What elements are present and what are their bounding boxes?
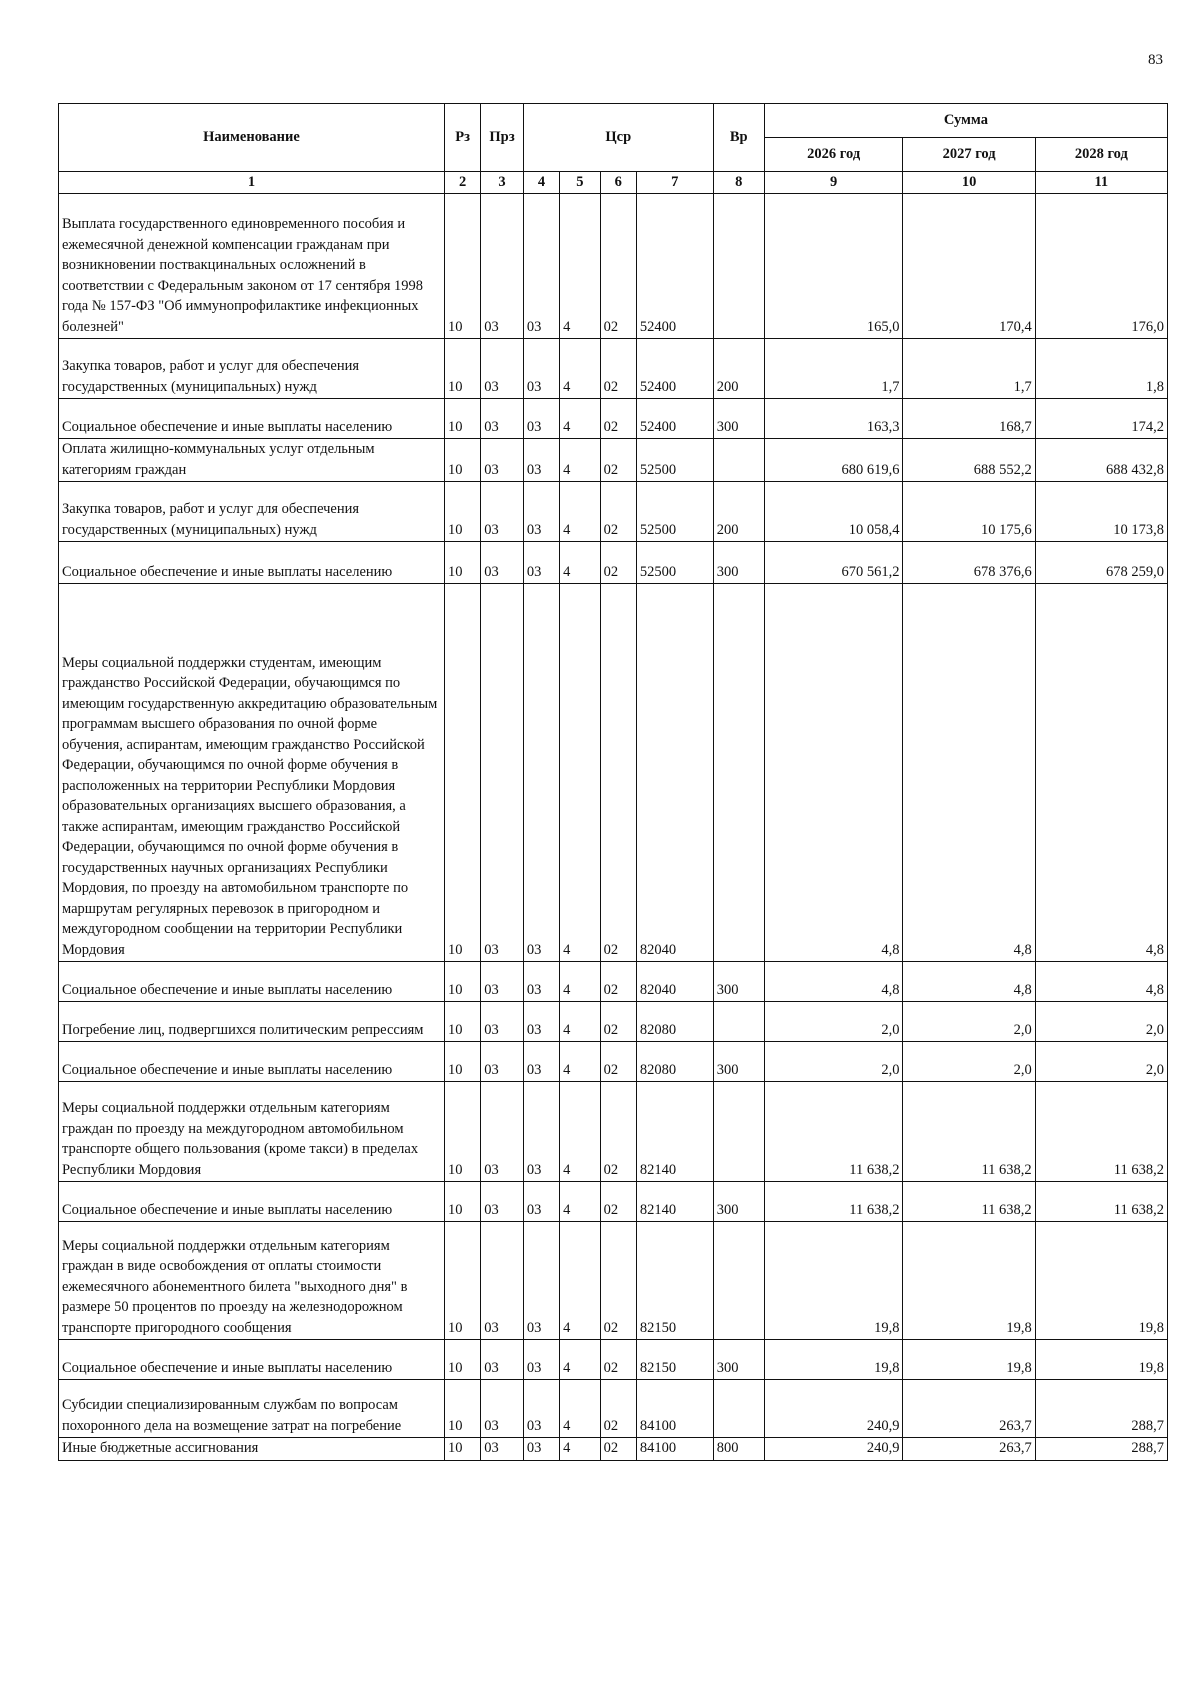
row-rz: 10 — [444, 194, 480, 339]
row-rz: 10 — [444, 1380, 480, 1438]
row-name: Социальное обеспечение и иные выплаты населению — [59, 542, 445, 584]
row-sum-2027: 11 638,2 — [903, 1082, 1035, 1182]
header-prz: Прз — [481, 104, 524, 172]
row-sum-2026: 240,9 — [764, 1380, 903, 1438]
row-csr-part-4: 03 — [523, 542, 559, 584]
row-vr — [713, 194, 764, 339]
row-sum-2026: 165,0 — [764, 194, 903, 339]
row-csr-part-6: 02 — [600, 542, 636, 584]
row-sum-2028: 288,7 — [1035, 1380, 1167, 1438]
row-rz: 10 — [444, 542, 480, 584]
row-sum-2027: 4,8 — [903, 584, 1035, 962]
row-rz: 10 — [444, 584, 480, 962]
row-name: Выплата государственного единовременного пособия и ежемесячной денежной компенсации гражданам при возникновении поствакцинальных осложнений в соответствии с Федеральным законом от 17 сентября 1998 года № 157-ФЗ "Об иммунопрофилактике инфекционных болезней" — [59, 194, 445, 339]
row-csr-part-6: 02 — [600, 1042, 636, 1082]
row-vr — [713, 1082, 764, 1182]
row-name: Оплата жилищно-коммунальных услуг отдельным категориям граждан — [59, 439, 445, 482]
row-csr-part-5: 4 — [560, 439, 601, 482]
row-csr-part-6: 02 — [600, 482, 636, 542]
row-csr-part-4: 03 — [523, 1182, 559, 1222]
row-csr-part-4: 03 — [523, 1042, 559, 1082]
row-name: Погребение лиц, подвергшихся политическим репрессиям — [59, 1002, 445, 1042]
row-csr-part-6: 02 — [600, 439, 636, 482]
row-csr-part-6: 02 — [600, 1340, 636, 1380]
row-csr-part-6: 02 — [600, 339, 636, 399]
row-csr-part-5: 4 — [560, 1082, 601, 1182]
column-number: 4 — [523, 172, 559, 194]
row-rz: 10 — [444, 1222, 480, 1340]
row-sum-2026: 19,8 — [764, 1222, 903, 1340]
column-number: 1 — [59, 172, 445, 194]
row-csr-part-6: 02 — [600, 584, 636, 962]
row-sum-2027: 170,4 — [903, 194, 1035, 339]
row-name: Социальное обеспечение и иные выплаты населению — [59, 1340, 445, 1380]
row-rz: 10 — [444, 1042, 480, 1082]
row-csr-part-5: 4 — [560, 1042, 601, 1082]
row-csr-part-4: 03 — [523, 584, 559, 962]
row-rz: 10 — [444, 399, 480, 439]
row-sum-2026: 680 619,6 — [764, 439, 903, 482]
row-vr: 300 — [713, 399, 764, 439]
row-sum-2028: 1,8 — [1035, 339, 1167, 399]
header-name: Наименование — [59, 104, 445, 172]
row-csr-part-5: 4 — [560, 1222, 601, 1340]
row-prz: 03 — [481, 584, 524, 962]
row-name: Меры социальной поддержки студентам, имеющим гражданство Российской Федерации, обучающимся по имеющим государственную аккредитацию образовательным программам высшего образования по очной форме обучения, аспирантам, имеющим гражданство Российской Федерации, обучающимся по очной форме обучения в расположенных на территории Республики Мордовия образовательных организациях высшего образования, а также аспирантам, имеющим гражданство Российской Федерации, обучающимся по очной форме обучения в государственных научных организациях Республики Мордовия, по проезду на автомобильном транспорте по маршрутам регулярных перевозок в пригородном и междугородном сообщении на территории Республики Мордовия — [59, 584, 445, 962]
row-sum-2026: 1,7 — [764, 339, 903, 399]
column-number-row — [59, 172, 1168, 194]
header-vr: Вр — [713, 104, 764, 172]
page-number: 83 — [1148, 52, 1163, 68]
row-name: Социальное обеспечение и иные выплаты населению — [59, 962, 445, 1002]
row-sum-2026: 2,0 — [764, 1002, 903, 1042]
row-csr-part-7: 82140 — [636, 1182, 713, 1222]
row-rz: 10 — [444, 1002, 480, 1042]
row-sum-2026: 19,8 — [764, 1340, 903, 1380]
row-csr-part-4: 03 — [523, 1438, 559, 1461]
table-row — [59, 1380, 1168, 1438]
row-rz: 10 — [444, 1340, 480, 1380]
row-prz: 03 — [481, 1042, 524, 1082]
row-sum-2028: 4,8 — [1035, 962, 1167, 1002]
row-csr-part-7: 82080 — [636, 1002, 713, 1042]
row-sum-2027: 263,7 — [903, 1380, 1035, 1438]
row-csr-part-4: 03 — [523, 1222, 559, 1340]
row-csr-part-7: 52500 — [636, 542, 713, 584]
row-sum-2027: 168,7 — [903, 399, 1035, 439]
row-csr-part-4: 03 — [523, 1340, 559, 1380]
row-vr — [713, 584, 764, 962]
row-rz: 10 — [444, 482, 480, 542]
row-vr: 800 — [713, 1438, 764, 1461]
row-rz: 10 — [444, 1182, 480, 1222]
row-csr-part-4: 03 — [523, 1002, 559, 1042]
row-sum-2027: 263,7 — [903, 1438, 1035, 1461]
row-csr-part-6: 02 — [600, 1222, 636, 1340]
row-sum-2027: 2,0 — [903, 1002, 1035, 1042]
table-body — [59, 194, 1168, 1461]
row-csr-part-7: 52500 — [636, 439, 713, 482]
table-row — [59, 194, 1168, 339]
row-name: Социальное обеспечение и иные выплаты населению — [59, 1182, 445, 1222]
row-vr: 300 — [713, 1182, 764, 1222]
row-csr-part-7: 82150 — [636, 1340, 713, 1380]
row-prz: 03 — [481, 1182, 524, 1222]
table-row — [59, 1340, 1168, 1380]
header-csr: Цср — [523, 104, 713, 172]
row-sum-2028: 4,8 — [1035, 584, 1167, 962]
table-row — [59, 962, 1168, 1002]
row-csr-part-6: 02 — [600, 1002, 636, 1042]
row-sum-2028: 11 638,2 — [1035, 1082, 1167, 1182]
row-sum-2028: 174,2 — [1035, 399, 1167, 439]
row-csr-part-7: 82040 — [636, 584, 713, 962]
row-name: Закупка товаров, работ и услуг для обеспечения государственных (муниципальных) нужд — [59, 339, 445, 399]
row-prz: 03 — [481, 962, 524, 1002]
row-sum-2028: 10 173,8 — [1035, 482, 1167, 542]
column-number: 9 — [764, 172, 903, 194]
row-sum-2027: 2,0 — [903, 1042, 1035, 1082]
row-prz: 03 — [481, 1222, 524, 1340]
budget-table — [58, 103, 1168, 1461]
row-rz: 10 — [444, 1082, 480, 1182]
row-name: Закупка товаров, работ и услуг для обеспечения государственных (муниципальных) нужд — [59, 482, 445, 542]
table-row — [59, 339, 1168, 399]
table-row — [59, 1042, 1168, 1082]
table-row — [59, 1438, 1168, 1461]
row-name: Социальное обеспечение и иные выплаты населению — [59, 1042, 445, 1082]
row-csr-part-4: 03 — [523, 482, 559, 542]
column-number: 7 — [636, 172, 713, 194]
row-csr-part-6: 02 — [600, 194, 636, 339]
row-prz: 03 — [481, 542, 524, 584]
row-sum-2028: 19,8 — [1035, 1222, 1167, 1340]
row-csr-part-4: 03 — [523, 1380, 559, 1438]
column-number: 2 — [444, 172, 480, 194]
row-csr-part-6: 02 — [600, 962, 636, 1002]
row-rz: 10 — [444, 962, 480, 1002]
row-vr — [713, 1002, 764, 1042]
row-csr-part-7: 52400 — [636, 399, 713, 439]
row-name: Меры социальной поддержки отдельным категориям граждан в виде освобождения от оплаты стоимости ежемесячного абонементного билета "выходного дня" в размере 50 процентов по проезду на железнодорожном транспорте пригородного сообщения — [59, 1222, 445, 1340]
row-csr-part-6: 02 — [600, 1380, 636, 1438]
row-prz: 03 — [481, 482, 524, 542]
row-csr-part-4: 03 — [523, 1082, 559, 1182]
row-csr-part-6: 02 — [600, 399, 636, 439]
row-vr: 300 — [713, 1042, 764, 1082]
row-vr: 200 — [713, 339, 764, 399]
row-sum-2027: 4,8 — [903, 962, 1035, 1002]
row-prz: 03 — [481, 1082, 524, 1182]
row-csr-part-5: 4 — [560, 482, 601, 542]
row-sum-2027: 1,7 — [903, 339, 1035, 399]
row-sum-2027: 19,8 — [903, 1340, 1035, 1380]
row-sum-2027: 11 638,2 — [903, 1182, 1035, 1222]
header-sum: Сумма — [764, 104, 1167, 138]
row-csr-part-5: 4 — [560, 1438, 601, 1461]
row-csr-part-5: 4 — [560, 1340, 601, 1380]
row-csr-part-6: 02 — [600, 1082, 636, 1182]
row-sum-2028: 288,7 — [1035, 1438, 1167, 1461]
row-csr-part-5: 4 — [560, 1182, 601, 1222]
row-vr — [713, 1222, 764, 1340]
row-csr-part-5: 4 — [560, 339, 601, 399]
row-csr-part-5: 4 — [560, 962, 601, 1002]
column-number: 10 — [903, 172, 1035, 194]
row-csr-part-4: 03 — [523, 194, 559, 339]
row-sum-2026: 163,3 — [764, 399, 903, 439]
row-name: Иные бюджетные ассигнования — [59, 1438, 445, 1461]
row-csr-part-4: 03 — [523, 962, 559, 1002]
row-rz: 10 — [444, 439, 480, 482]
header-year-2028: 2028 год — [1035, 138, 1167, 172]
row-prz: 03 — [481, 399, 524, 439]
row-name: Социальное обеспечение и иные выплаты населению — [59, 399, 445, 439]
row-csr-part-4: 03 — [523, 399, 559, 439]
row-csr-part-7: 52500 — [636, 482, 713, 542]
row-csr-part-4: 03 — [523, 439, 559, 482]
row-sum-2026: 240,9 — [764, 1438, 903, 1461]
row-prz: 03 — [481, 1340, 524, 1380]
column-number: 8 — [713, 172, 764, 194]
row-vr: 300 — [713, 962, 764, 1002]
row-prz: 03 — [481, 1380, 524, 1438]
table-row — [59, 1002, 1168, 1042]
row-sum-2027: 10 175,6 — [903, 482, 1035, 542]
row-prz: 03 — [481, 1438, 524, 1461]
row-sum-2028: 2,0 — [1035, 1042, 1167, 1082]
row-sum-2028: 176,0 — [1035, 194, 1167, 339]
row-vr: 200 — [713, 482, 764, 542]
row-csr-part-5: 4 — [560, 1002, 601, 1042]
table-row — [59, 542, 1168, 584]
header-year-2026: 2026 год — [764, 138, 903, 172]
row-csr-part-5: 4 — [560, 584, 601, 962]
row-vr: 300 — [713, 542, 764, 584]
row-sum-2026: 11 638,2 — [764, 1082, 903, 1182]
row-vr — [713, 439, 764, 482]
row-csr-part-5: 4 — [560, 1380, 601, 1438]
row-prz: 03 — [481, 439, 524, 482]
row-sum-2026: 2,0 — [764, 1042, 903, 1082]
row-prz: 03 — [481, 1002, 524, 1042]
table-header — [59, 104, 1168, 194]
row-sum-2026: 10 058,4 — [764, 482, 903, 542]
row-csr-part-7: 84100 — [636, 1438, 713, 1461]
column-number: 5 — [560, 172, 601, 194]
row-sum-2026: 4,8 — [764, 584, 903, 962]
row-sum-2026: 11 638,2 — [764, 1182, 903, 1222]
table-row — [59, 399, 1168, 439]
row-sum-2028: 19,8 — [1035, 1340, 1167, 1380]
row-sum-2028: 688 432,8 — [1035, 439, 1167, 482]
row-prz: 03 — [481, 194, 524, 339]
column-number: 11 — [1035, 172, 1167, 194]
row-csr-part-7: 82140 — [636, 1082, 713, 1182]
table-row — [59, 1182, 1168, 1222]
row-vr: 300 — [713, 1340, 764, 1380]
table-row — [59, 584, 1168, 962]
row-sum-2028: 11 638,2 — [1035, 1182, 1167, 1222]
row-sum-2028: 2,0 — [1035, 1002, 1167, 1042]
table-row — [59, 482, 1168, 542]
row-name: Субсидии специализированным службам по вопросам похоронного дела на возмещение затрат на погребение — [59, 1380, 445, 1438]
row-sum-2027: 688 552,2 — [903, 439, 1035, 482]
row-csr-part-7: 82150 — [636, 1222, 713, 1340]
row-sum-2026: 4,8 — [764, 962, 903, 1002]
table-row — [59, 1222, 1168, 1340]
row-csr-part-5: 4 — [560, 542, 601, 584]
row-csr-part-4: 03 — [523, 339, 559, 399]
column-number: 6 — [600, 172, 636, 194]
column-number: 3 — [481, 172, 524, 194]
table-row — [59, 439, 1168, 482]
row-csr-part-7: 84100 — [636, 1380, 713, 1438]
row-csr-part-7: 52400 — [636, 194, 713, 339]
row-sum-2027: 19,8 — [903, 1222, 1035, 1340]
row-rz: 10 — [444, 1438, 480, 1461]
row-csr-part-7: 52400 — [636, 339, 713, 399]
row-csr-part-6: 02 — [600, 1182, 636, 1222]
row-csr-part-7: 82080 — [636, 1042, 713, 1082]
row-name: Меры социальной поддержки отдельным категориям граждан по проезду на междугородном автомобильном транспорте общего пользования (кроме такси) в пределах Республики Мордовия — [59, 1082, 445, 1182]
table-row — [59, 1082, 1168, 1182]
row-csr-part-5: 4 — [560, 399, 601, 439]
row-sum-2028: 678 259,0 — [1035, 542, 1167, 584]
row-csr-part-6: 02 — [600, 1438, 636, 1461]
row-rz: 10 — [444, 339, 480, 399]
row-sum-2026: 670 561,2 — [764, 542, 903, 584]
row-vr — [713, 1380, 764, 1438]
row-sum-2027: 678 376,6 — [903, 542, 1035, 584]
row-csr-part-5: 4 — [560, 194, 601, 339]
row-prz: 03 — [481, 339, 524, 399]
header-year-2027: 2027 год — [903, 138, 1035, 172]
row-csr-part-7: 82040 — [636, 962, 713, 1002]
header-rz: Рз — [444, 104, 480, 172]
